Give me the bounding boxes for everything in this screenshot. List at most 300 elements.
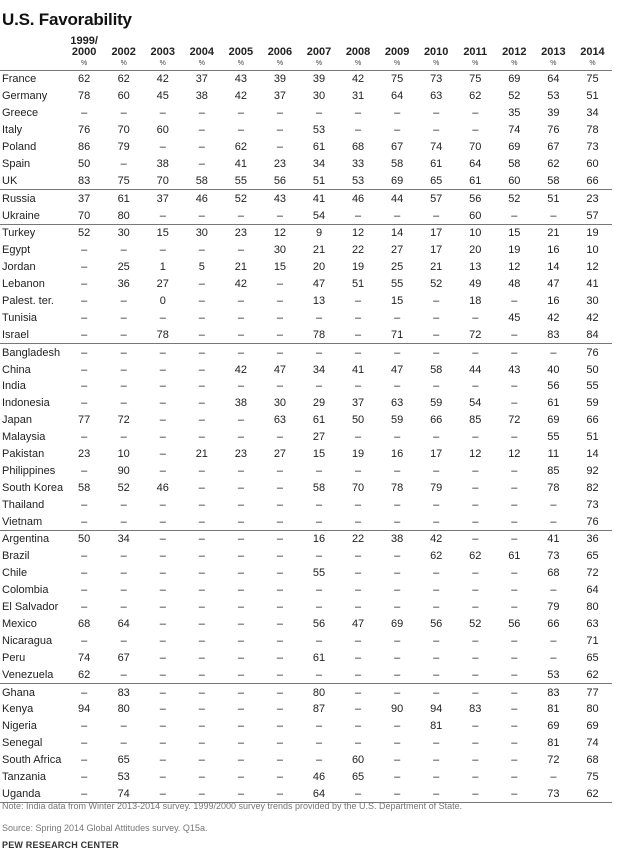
value-cell: –	[81, 464, 88, 477]
value-cell: –	[276, 770, 283, 783]
value-cell: –	[276, 328, 283, 341]
value-cell: –	[433, 328, 440, 341]
value-cell: –	[237, 617, 244, 630]
value-cell: –	[143, 344, 182, 361]
value-cell: 69	[391, 617, 404, 630]
value-cell: –	[511, 567, 518, 580]
table-row	[0, 769, 612, 786]
notes-block	[2, 799, 462, 835]
value-cell: 61	[312, 141, 326, 153]
table-row	[0, 684, 612, 701]
value-cell: –	[159, 754, 166, 767]
value-cell: –	[511, 634, 518, 647]
value-cell: –	[276, 515, 283, 528]
value-cell: –	[456, 785, 495, 802]
value-cell: –	[394, 770, 401, 783]
value-cell: 64	[117, 617, 130, 630]
value-cell: 21	[195, 448, 208, 461]
value-cell: 52	[221, 190, 260, 207]
country-name: Vietnam	[2, 515, 43, 528]
value-cell: –	[81, 567, 88, 580]
value-cell: 15	[143, 225, 182, 242]
value-cell: 50	[78, 157, 91, 170]
value-cell: 42	[547, 311, 560, 324]
year-column-header: 2005	[228, 46, 254, 58]
country-name: Germany	[2, 90, 48, 103]
value-cell: 23	[221, 225, 260, 242]
value-cell: 25	[117, 261, 130, 274]
value-cell: 85	[547, 464, 560, 477]
value-cell: –	[472, 584, 479, 597]
value-cell: –	[81, 380, 88, 393]
value-cell: 66	[430, 414, 443, 427]
table-body	[0, 71, 612, 803]
value-cell: 61	[547, 397, 560, 410]
country-name: Palest. ter.	[2, 295, 54, 308]
value-cell: –	[159, 550, 166, 563]
value-cell: 70	[156, 174, 169, 187]
year-column-header: 2007	[306, 46, 332, 58]
value-cell: 20	[312, 261, 326, 274]
country-name: Israel	[2, 328, 29, 341]
value-cell: 80	[586, 601, 599, 614]
value-cell: –	[433, 380, 440, 393]
value-cell: –	[237, 244, 244, 257]
value-cell: 16	[391, 448, 404, 461]
value-cell: 23	[273, 157, 287, 170]
value-cell: –	[276, 634, 283, 647]
value-cell: –	[198, 550, 205, 563]
value-cell: –	[433, 209, 440, 222]
table-row	[0, 531, 612, 548]
year-column-header: 2008	[345, 46, 371, 58]
value-cell: –	[237, 414, 244, 427]
value-cell: –	[315, 380, 323, 393]
value-cell: –	[159, 703, 166, 716]
value-cell: –	[534, 344, 573, 361]
value-cell: –	[198, 737, 205, 750]
percent-unit-row	[0, 58, 612, 71]
value-cell: –	[120, 311, 127, 324]
value-cell: –	[182, 344, 221, 361]
value-cell: –	[237, 634, 244, 647]
value-cell: –	[394, 651, 401, 664]
value-cell: –	[495, 344, 534, 361]
value-cell: –	[511, 770, 518, 783]
value-cell: –	[355, 209, 362, 222]
country-name: Indonesia	[2, 397, 50, 410]
table-row	[0, 155, 612, 172]
value-cell: 80	[586, 703, 599, 716]
value-cell: –	[120, 601, 127, 614]
value-cell: 72	[508, 414, 521, 427]
value-cell: –	[472, 380, 479, 393]
value-cell: –	[433, 668, 440, 681]
value-cell: –	[198, 464, 205, 477]
percent-unit: %	[495, 58, 534, 71]
source-line: Source: Spring 2014 Global Attitudes survey. Q15a.	[2, 823, 208, 833]
value-cell: –	[394, 634, 401, 647]
value-cell: 43	[234, 73, 247, 86]
value-cell: 80	[299, 684, 338, 701]
value-cell: –	[355, 295, 362, 308]
table-row	[0, 309, 612, 326]
value-cell: –	[472, 634, 479, 647]
value-cell: –	[237, 515, 244, 528]
value-cell: –	[355, 601, 362, 614]
value-cell: –	[198, 295, 205, 308]
value-cell: 42	[351, 73, 365, 86]
value-cell: 90	[391, 703, 404, 716]
table-row	[0, 225, 612, 242]
value-cell: 38	[234, 397, 247, 410]
value-cell: 69	[508, 141, 521, 153]
table-row	[0, 462, 612, 479]
value-cell: –	[120, 720, 127, 733]
value-cell: 83	[78, 174, 91, 187]
value-cell: –	[472, 668, 479, 681]
value-cell: –	[221, 684, 260, 701]
value-cell: 61	[104, 190, 143, 207]
value-cell: –	[260, 531, 299, 548]
value-cell: –	[237, 651, 244, 664]
value-cell: 75	[586, 770, 599, 783]
country-name: Nigeria	[2, 720, 37, 733]
value-cell: –	[237, 720, 244, 733]
favorability-table	[0, 36, 612, 803]
value-cell: 30	[312, 90, 326, 103]
value-cell: 37	[195, 73, 208, 86]
country-name: Russia	[0, 190, 64, 207]
country-name: Poland	[2, 141, 37, 153]
value-cell: 72	[547, 754, 560, 767]
value-cell: –	[81, 720, 88, 733]
value-cell: –	[159, 651, 166, 664]
table-row	[0, 616, 612, 633]
value-cell: –	[276, 295, 283, 308]
value-cell: 66	[586, 174, 599, 187]
value-cell: –	[81, 737, 88, 750]
value-cell: –	[355, 584, 362, 597]
value-cell: –	[355, 311, 362, 324]
value-cell: –	[315, 498, 323, 511]
value-cell: –	[237, 668, 244, 681]
value-cell: –	[120, 567, 127, 580]
value-cell: 56	[547, 380, 560, 393]
value-cell: –	[355, 651, 362, 664]
value-cell: –	[81, 278, 88, 291]
country-name: Pakistan	[2, 448, 45, 461]
value-cell: –	[276, 311, 283, 324]
credit-line: PEW RESEARCH CENTER	[2, 840, 119, 850]
value-cell: 58	[78, 481, 91, 494]
value-cell: 58	[547, 174, 560, 187]
value-cell: 50	[64, 531, 104, 548]
value-cell: –	[198, 209, 205, 222]
value-cell: 52	[64, 225, 104, 242]
value-cell: 68	[78, 617, 91, 630]
value-cell: 73	[586, 498, 599, 511]
value-cell: 41	[351, 363, 365, 376]
value-cell: –	[237, 107, 244, 120]
table-row	[0, 172, 612, 189]
value-cell: 74	[430, 141, 443, 153]
value-cell: 58	[430, 363, 443, 376]
value-cell: –	[198, 720, 205, 733]
country-name: Peru	[2, 651, 26, 664]
value-cell: 27	[312, 431, 326, 444]
country-name: Colombia	[2, 584, 49, 597]
value-cell: 51	[312, 174, 326, 187]
value-cell: 12	[469, 448, 482, 461]
value-cell: –	[237, 380, 244, 393]
value-cell: –	[64, 344, 104, 361]
value-cell: 51	[586, 431, 599, 444]
country-name: Argentina	[0, 531, 64, 548]
value-cell: 62	[78, 668, 91, 681]
value-cell: –	[394, 754, 401, 767]
page-title: U.S. Favorability	[2, 10, 132, 29]
value-cell: 46	[339, 190, 378, 207]
value-cell: –	[237, 498, 244, 511]
value-cell: –	[339, 785, 378, 802]
value-cell: –	[221, 531, 260, 548]
value-cell: –	[276, 124, 283, 137]
country-column-header	[0, 36, 64, 58]
value-cell: 64	[586, 584, 599, 597]
value-cell: 10	[117, 448, 130, 461]
value-cell: 83	[469, 703, 482, 716]
value-cell: 94	[78, 703, 91, 716]
value-cell: 16	[299, 531, 338, 548]
value-cell: 10	[586, 244, 599, 257]
value-cell: 63	[586, 617, 599, 630]
value-cell: –	[511, 295, 518, 308]
value-cell: 74	[586, 737, 599, 750]
value-cell: 61	[312, 651, 326, 664]
table-row	[0, 496, 612, 513]
value-cell: –	[433, 601, 440, 614]
value-cell: –	[417, 785, 456, 802]
value-cell: 53	[312, 124, 326, 137]
table-row	[0, 479, 612, 496]
value-cell: –	[159, 431, 166, 444]
percent-unit: %	[260, 58, 299, 71]
percent-unit: %	[221, 58, 260, 71]
table-row	[0, 752, 612, 769]
value-cell: 13	[469, 261, 482, 274]
value-cell: –	[511, 737, 518, 750]
value-cell: –	[276, 703, 283, 716]
value-cell: –	[472, 107, 479, 120]
value-cell: –	[81, 363, 88, 376]
value-cell: –	[433, 754, 440, 767]
value-cell: –	[433, 567, 440, 580]
table-row	[0, 190, 612, 207]
value-cell: –	[276, 651, 283, 664]
country-name: Philippines	[2, 464, 56, 477]
value-cell: –	[433, 311, 440, 324]
value-cell: –	[120, 328, 127, 341]
value-cell: –	[64, 684, 104, 701]
value-cell: 13	[312, 295, 326, 308]
value-cell: 76	[586, 515, 599, 528]
value-cell: 60	[351, 754, 365, 767]
country-name: Greece	[2, 107, 39, 120]
value-cell: 59	[430, 397, 443, 410]
value-cell: –	[81, 431, 88, 444]
value-cell: 84	[586, 328, 599, 341]
value-cell: 42	[417, 531, 456, 548]
value-cell: –	[198, 397, 205, 410]
value-cell: –	[198, 431, 205, 444]
percent-unit: %	[104, 58, 143, 71]
value-cell: 33	[351, 157, 365, 170]
value-cell: 19	[573, 225, 612, 242]
value-cell: 61	[430, 157, 443, 170]
value-cell: –	[472, 515, 479, 528]
value-cell: –	[159, 141, 166, 153]
value-cell: 42	[234, 90, 247, 103]
value-cell: –	[276, 141, 283, 153]
value-cell: 41	[234, 157, 247, 170]
value-cell: –	[315, 754, 323, 767]
value-cell: –	[81, 295, 88, 308]
value-cell: 20	[469, 244, 482, 257]
value-cell: 39	[273, 73, 287, 86]
value-cell: –	[159, 498, 166, 511]
country-name: Malaysia	[2, 431, 46, 444]
value-cell: –	[64, 785, 104, 802]
value-cell: –	[394, 601, 401, 614]
value-cell: 65	[430, 174, 443, 187]
value-cell: –	[511, 651, 518, 664]
value-cell: 76	[78, 124, 91, 137]
value-cell: –	[120, 107, 127, 120]
percent-unit: %	[339, 58, 378, 71]
table-row	[0, 242, 612, 259]
value-cell: –	[198, 328, 205, 341]
percent-unit: %	[573, 58, 612, 71]
value-cell: 70	[469, 141, 482, 153]
value-cell: 45	[508, 311, 521, 324]
value-cell: –	[276, 431, 283, 444]
value-cell: 64	[391, 90, 404, 103]
table-row	[0, 105, 612, 122]
value-cell: –	[260, 785, 299, 802]
value-cell: 70	[351, 481, 365, 494]
value-cell: –	[456, 684, 495, 701]
value-cell: 92	[586, 464, 599, 477]
value-cell: –	[237, 754, 244, 767]
value-cell: –	[472, 464, 479, 477]
value-cell: 38	[378, 531, 417, 548]
table-row	[0, 395, 612, 412]
value-cell: 79	[547, 601, 560, 614]
value-cell: 46	[156, 481, 169, 494]
value-cell: –	[276, 720, 283, 733]
year-header-row	[0, 36, 612, 58]
value-cell: 80	[117, 209, 130, 222]
value-cell: 76	[547, 124, 560, 137]
value-cell: 73	[430, 73, 443, 86]
value-cell: 52	[469, 617, 482, 630]
value-cell: –	[511, 515, 518, 528]
country-name: El Salvador	[2, 601, 59, 614]
value-cell: –	[81, 770, 88, 783]
value-cell: 53	[547, 668, 560, 681]
value-cell: –	[394, 431, 401, 444]
value-cell: 83	[547, 328, 560, 341]
value-cell: –	[81, 498, 88, 511]
value-cell: –	[550, 651, 557, 664]
value-cell: 9	[299, 225, 338, 242]
value-cell: 46	[312, 770, 326, 783]
value-cell: –	[315, 634, 323, 647]
value-cell: –	[417, 344, 456, 361]
value-cell: –	[81, 754, 88, 767]
value-cell: 77	[573, 684, 612, 701]
value-cell: 73	[586, 141, 599, 153]
value-cell: –	[472, 754, 479, 767]
value-cell: 43	[260, 190, 299, 207]
value-cell: 79	[117, 141, 130, 153]
value-cell: –	[81, 244, 88, 257]
value-cell: 65	[586, 651, 599, 664]
value-cell: –	[159, 380, 166, 393]
value-cell: –	[355, 328, 362, 341]
value-cell: 52	[117, 481, 130, 494]
value-cell: 73	[534, 785, 573, 802]
value-cell: –	[159, 448, 166, 461]
value-cell: 65	[586, 550, 599, 563]
year-column-header: 2013	[541, 46, 566, 58]
value-cell: 60	[156, 124, 169, 137]
value-cell: –	[315, 601, 323, 614]
value-cell: –	[120, 157, 127, 170]
percent-unit: %	[378, 58, 417, 71]
value-cell: –	[511, 720, 518, 733]
value-cell: –	[81, 601, 88, 614]
value-cell: –	[159, 770, 166, 783]
country-name: Venezuela	[2, 668, 54, 681]
value-cell: –	[237, 567, 244, 580]
value-cell: –	[315, 515, 323, 528]
value-cell: –	[394, 668, 401, 681]
value-cell: –	[260, 344, 299, 361]
value-cell: 59	[391, 414, 404, 427]
value-cell: 42	[586, 311, 599, 324]
value-cell: 34	[312, 157, 326, 170]
value-cell: –	[355, 464, 362, 477]
value-cell: –	[198, 244, 205, 257]
value-cell: 79	[430, 481, 443, 494]
country-name: Kenya	[2, 703, 34, 716]
value-cell: 61	[469, 174, 482, 187]
value-cell: 40	[547, 363, 560, 376]
value-cell: –	[81, 107, 88, 120]
value-cell: –	[355, 380, 362, 393]
value-cell: 57	[417, 190, 456, 207]
value-cell: 77	[78, 414, 91, 427]
value-cell: 44	[469, 363, 482, 376]
value-cell: –	[198, 584, 205, 597]
country-name: Uganda	[0, 785, 64, 802]
value-cell: –	[315, 584, 323, 597]
value-cell: –	[394, 107, 401, 120]
year-column-header: 2014	[580, 46, 605, 58]
value-cell: –	[198, 567, 205, 580]
